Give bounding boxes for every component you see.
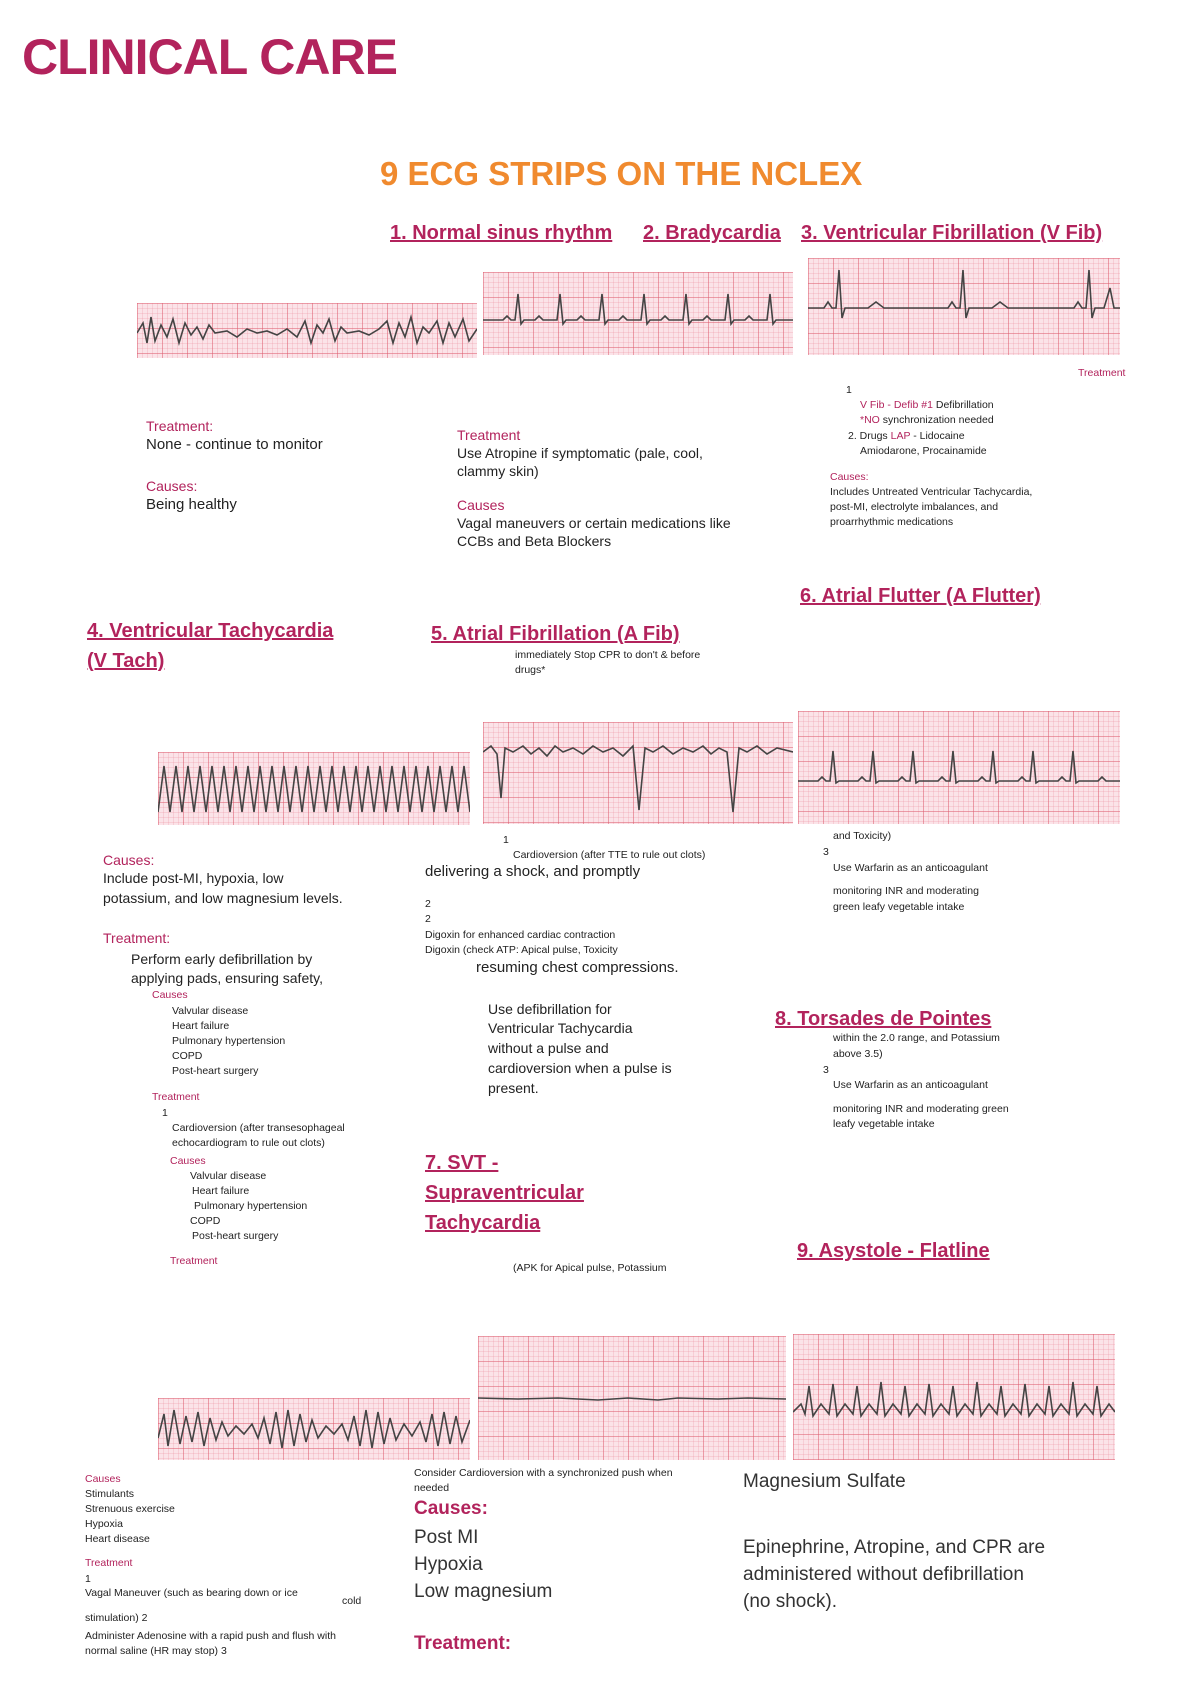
vfib-line3-pink: LAP xyxy=(890,430,911,442)
vfib-causes-line2: post-MI, electrolyte imbalances, and xyxy=(830,501,999,513)
nsr-treatment-label: Treatment: xyxy=(146,418,214,434)
vtach-causes-line2: potassium, and low magnesium levels. xyxy=(103,890,343,906)
vtach-causes2-item: Post-heart surgery xyxy=(172,1065,259,1077)
afib-defib-line4: cardioversion when a pulse is xyxy=(488,1060,672,1076)
ecg-strip-aflutter xyxy=(798,711,1120,824)
nsr-causes-label: Causes: xyxy=(146,478,198,494)
brady-causes-line2: CCBs and Beta Blockers xyxy=(457,533,612,549)
bl-causes-label: Causes xyxy=(85,1473,121,1485)
afib-num2a: 2 xyxy=(425,898,431,910)
asystole-line1: Epinephrine, Atropine, and CPR are xyxy=(743,1537,1046,1558)
svt-treatment-label: Treatment: xyxy=(414,1633,512,1654)
afib-shock-text: delivering a shock, and promptly xyxy=(425,863,641,880)
torsades-line2: above 3.5) xyxy=(833,1048,883,1060)
section-title-afib: 5. Atrial Fibrillation (A Fib) xyxy=(431,623,680,645)
vtach-causes3-item: Post-heart surgery xyxy=(192,1230,279,1242)
vfib-line3-a: 2. Drugs xyxy=(848,430,891,442)
bl-line1: Vagal Maneuver (such as bearing down or ice xyxy=(85,1587,298,1599)
vtach-causes2-item: Heart failure xyxy=(172,1020,230,1032)
vtach-causes2-item: Pulmonary hypertension xyxy=(172,1035,286,1047)
vfib-line1 xyxy=(860,398,994,413)
section-title-vtach-line2: (V Tach) xyxy=(87,650,165,672)
torsades-line1: within the 2.0 range, and Potassium xyxy=(833,1032,1000,1044)
vfib-causes-label: Causes: xyxy=(830,471,869,483)
section-title-svt-line3: Tachycardia xyxy=(425,1212,541,1234)
section-title-asystole: 9. Asystole - Flatline xyxy=(797,1240,990,1262)
svt-causes-item: Post MI xyxy=(414,1527,479,1548)
aflutter-line2: Use Warfarin as an anticoagulant xyxy=(833,862,988,874)
vtach-treatment3-label: Treatment xyxy=(170,1255,218,1267)
afib-stop-line1: immediately Stop CPR to don't & before xyxy=(515,649,701,661)
vfib-line3-b: - Lidocaine xyxy=(910,430,965,442)
vtach-treatment2-label: Treatment xyxy=(152,1091,200,1103)
ecg-strip-vtach xyxy=(158,752,470,825)
vtach-causes3-item: Heart failure xyxy=(192,1185,250,1197)
torsades-line5: leafy vegetable intake xyxy=(833,1118,935,1130)
svt-consider-line2: needed xyxy=(414,1482,450,1494)
vtach-causes2-item: COPD xyxy=(172,1050,203,1062)
vtach-causes2-item: Valvular disease xyxy=(172,1005,249,1017)
ecg-strip-svt xyxy=(158,1398,470,1460)
vtach-causes2-label: Causes xyxy=(152,989,188,1001)
vfib-num1: 1 xyxy=(846,384,852,396)
aflutter-line1: and Toxicity) xyxy=(833,830,892,842)
brand-title: CLINICAL CARE xyxy=(22,29,397,85)
vtach-causes-line1: Include post-MI, hypoxia, low xyxy=(103,870,284,886)
afib-defib-line2: Ventricular Tachycardia xyxy=(488,1020,633,1036)
asystole-line2: administered without defibrillation xyxy=(743,1564,1024,1585)
svt-causes-item: Hypoxia xyxy=(414,1554,483,1575)
vtach-treatment2-line2: echocardiogram to rule out clots) xyxy=(172,1137,325,1149)
ecg-strip-asystole xyxy=(793,1334,1115,1460)
vfib-line1-rest: Defibrillation xyxy=(932,399,994,411)
section-title-svt-line2: Supraventricular xyxy=(425,1182,584,1204)
svt-causes-item: Low magnesium xyxy=(414,1581,553,1602)
vfib-causes-line3: proarrhythmic medications xyxy=(830,516,954,528)
vtach-treatment-label: Treatment: xyxy=(103,930,171,946)
svt-consider-line1: Consider Cardioversion with a synchronized push when xyxy=(414,1467,673,1479)
vtach-treatment2-num: 1 xyxy=(162,1107,168,1119)
vtach-causes3-item: COPD xyxy=(190,1215,221,1227)
afib-resume: resuming chest compressions. xyxy=(476,959,679,976)
aflutter-line3: monitoring INR and moderating xyxy=(833,885,979,897)
vtach-causes3-item: Pulmonary hypertension xyxy=(194,1200,308,1212)
vtach-causes3-item: Valvular disease xyxy=(190,1170,267,1182)
ecg-strip-vfib xyxy=(808,258,1120,355)
afib-num2b: 2 xyxy=(425,913,431,925)
bl-treatment-label: Treatment xyxy=(85,1557,133,1569)
section-title-nsr: 1. Normal sinus rhythm xyxy=(390,222,613,244)
bl-line1b: cold xyxy=(342,1595,362,1607)
aflutter-line4: green leafy vegetable intake xyxy=(833,901,965,913)
nsr-causes-text: Being healthy xyxy=(146,496,237,513)
nsr-treatment-text: None - continue to monitor xyxy=(146,436,323,453)
bl-causes-item: Hypoxia xyxy=(85,1518,123,1530)
vfib-treatment-label: Treatment xyxy=(1078,367,1126,379)
section-title-svt-line1: 7. SVT - xyxy=(425,1152,499,1174)
vfib-line2 xyxy=(860,413,994,428)
vfib-causes-line1: Includes Untreated Ventricular Tachycardia, xyxy=(830,486,1033,498)
afib-digoxin1: Digoxin for enhanced cardiac contraction xyxy=(425,929,616,941)
mag-sulfate-text: Magnesium Sulfate xyxy=(743,1471,906,1492)
bl-line3: Administer Adenosine with a rapid push and flush with xyxy=(85,1630,336,1642)
brady-treatment-line1: Use Atropine if symptomatic (pale, cool, xyxy=(457,445,703,461)
torsades-num3: 3 xyxy=(823,1064,829,1076)
vfib-line2-rest: synchronization needed xyxy=(879,414,994,426)
ecg-strip-afib xyxy=(483,722,793,824)
brady-causes-label: Causes xyxy=(457,497,505,513)
vtach-treatment-line1: Perform early defibrillation by xyxy=(131,951,313,967)
brady-treatment-label: Treatment xyxy=(457,427,521,443)
bl-num1: 1 xyxy=(85,1573,91,1585)
afib-cardioversion: Cardioversion (after TTE to rule out clots) xyxy=(513,849,706,861)
vtach-causes3-label: Causes xyxy=(170,1155,206,1167)
bl-line2: stimulation) 2 xyxy=(85,1612,148,1624)
afib-stop-line2: drugs* xyxy=(515,664,546,676)
afib-defib-line5: present. xyxy=(488,1080,539,1096)
ecg-strip-nsr xyxy=(137,303,477,358)
afib-digoxin2: Digoxin (check ATP: Apical pulse, Toxicity xyxy=(425,944,618,956)
afib-defib-line3: without a pulse and xyxy=(488,1040,609,1056)
bl-causes-item: Strenuous exercise xyxy=(85,1503,175,1515)
brady-treatment-line2: clammy skin) xyxy=(457,463,539,479)
torsades-line4: monitoring INR and moderating green xyxy=(833,1103,1009,1115)
section-title-vfib: 3. Ventricular Fibrillation (V Fib) xyxy=(801,222,1103,244)
ecg-strip-bradycardia xyxy=(483,272,793,355)
vtach-treatment2-line1: Cardioversion (after transesophageal xyxy=(172,1122,345,1134)
bl-causes-item: Stimulants xyxy=(85,1488,135,1500)
vtach-causes-label: Causes: xyxy=(103,852,155,868)
vfib-line4: Amiodarone, Procainamide xyxy=(860,445,987,457)
afib-num1: 1 xyxy=(503,834,509,846)
vfib-line2-pink: *NO xyxy=(860,414,880,426)
svt-causes-label: Causes: xyxy=(414,1498,488,1519)
bl-causes-item: Heart disease xyxy=(85,1533,150,1545)
vtach-treatment-line2: applying pads, ensuring safety, xyxy=(131,970,323,986)
brady-causes-line1: Vagal maneuvers or certain medications like xyxy=(457,515,731,531)
asystole-line3: (no shock). xyxy=(743,1591,837,1612)
vfib-line3 xyxy=(848,429,965,444)
page-title: 9 ECG STRIPS ON THE NCLEX xyxy=(380,155,863,192)
section-title-bradycardia: 2. Bradycardia xyxy=(643,222,781,244)
bl-line4: normal saline (HR may stop) 3 xyxy=(85,1645,227,1657)
vfib-line1-pink: V Fib - Defib #1 xyxy=(860,399,933,411)
torsades-line3: Use Warfarin as an anticoagulant xyxy=(833,1079,988,1091)
section-title-torsades: 8. Torsades de Pointes xyxy=(775,1008,992,1030)
ecg-strip-torsades xyxy=(478,1336,786,1460)
aflutter-num3: 3 xyxy=(823,846,829,858)
section-title-vtach-line1: 4. Ventricular Tachycardia xyxy=(87,620,334,642)
section-title-aflutter: 6. Atrial Flutter (A Flutter) xyxy=(800,585,1041,607)
svt-apk: (APK for Apical pulse, Potassium xyxy=(513,1262,667,1274)
afib-defib-line1: Use defibrillation for xyxy=(488,1001,612,1017)
